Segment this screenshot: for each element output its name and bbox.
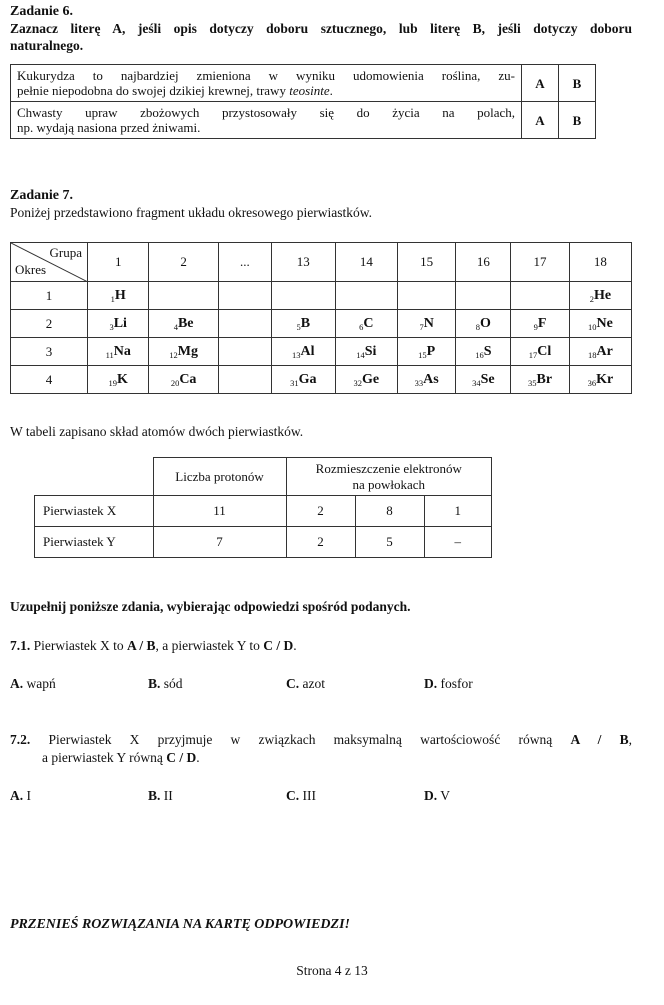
atomic-number: 17	[528, 350, 538, 360]
atomic-number: 16	[475, 350, 484, 360]
task6-row-line2-suffix: .	[329, 82, 333, 98]
atomic-number: 2	[589, 294, 594, 304]
period-row	[11, 310, 632, 338]
element-symbol: Be	[177, 316, 194, 331]
element-cell	[397, 366, 456, 394]
element-symbol: He	[593, 288, 612, 303]
element-cell	[456, 282, 511, 310]
element-cell	[397, 282, 456, 310]
protons-header: Liczba protonów	[153, 458, 286, 496]
element-symbol: As	[423, 372, 439, 387]
element-symbol: Kr	[596, 372, 614, 387]
atomic-number: 12	[169, 350, 178, 360]
page-number: Strona 4 z 13	[296, 963, 368, 978]
period-label: 1	[11, 282, 88, 310]
composition-row	[35, 527, 492, 558]
atomic-number: 13	[292, 350, 301, 360]
element-cell	[569, 310, 631, 338]
element-cell	[218, 366, 271, 394]
electrons-header	[286, 458, 492, 496]
question-7-2-line1	[10, 732, 632, 748]
task6-row	[11, 102, 596, 139]
task6-row-line1: Chwasty upraw zbożowych przystosowały się do życia na polach,	[17, 104, 515, 120]
task6-row-description	[11, 102, 522, 139]
task6-row-line2	[17, 120, 200, 135]
element-cell	[218, 282, 271, 310]
task6-row-line2	[17, 83, 333, 98]
option-text: I	[23, 788, 31, 803]
answer-option[interactable]	[148, 788, 173, 804]
group-header: 13	[271, 243, 335, 282]
task6-instruction-line1: Zaznacz literę A, jeśli opis dotyczy doboru sztucznego, lub literę B, jeśli dotyczy doboru	[10, 21, 632, 36]
element-cell	[335, 366, 397, 394]
element-symbol: Ge	[362, 372, 380, 387]
element-cell	[218, 310, 271, 338]
element-cell	[397, 310, 456, 338]
answer-option[interactable]	[424, 676, 473, 692]
option-letter: A.	[10, 676, 24, 691]
element-cell	[149, 282, 218, 310]
question-text: .	[293, 638, 297, 653]
question-number: 7.1.	[10, 638, 31, 653]
element-cell	[271, 310, 335, 338]
atomic-number: 20	[170, 378, 180, 388]
question-text: , a pierwiastek Y to	[155, 638, 264, 653]
atomic-number: 18	[587, 350, 597, 360]
element-symbol: Ar	[596, 344, 613, 359]
atomic-number: 9	[533, 322, 538, 332]
atomic-number: 11	[105, 350, 114, 360]
option-text: II	[160, 788, 173, 803]
element-cell	[511, 338, 570, 366]
element-cell	[88, 338, 149, 366]
atomic-number: 19	[108, 378, 118, 388]
element-cell	[88, 282, 149, 310]
shell-electrons: 5	[355, 527, 424, 558]
task6-option-a[interactable]: A	[522, 102, 559, 139]
atomic-number: 3	[109, 322, 114, 332]
period-header-label: Okres	[15, 262, 47, 277]
element-symbol: B	[300, 316, 311, 331]
atomic-number: 10	[587, 322, 597, 332]
group-header: 17	[511, 243, 570, 282]
element-cell	[218, 338, 271, 366]
option-text: sód	[160, 676, 183, 691]
element-symbol: P	[426, 344, 436, 359]
periodic-table-corner	[11, 243, 88, 282]
question-text: ,	[628, 732, 632, 747]
task6-row	[11, 65, 596, 102]
question-number: 7.2.	[10, 732, 31, 747]
question-7-2-line2	[42, 750, 200, 766]
question-text: Pierwiastek X przyjmuje w związkach maksymalną wartościowość równą	[30, 732, 571, 747]
element-cell	[511, 282, 570, 310]
task6-row-line2-text: np. wydają nasiona przed żniwami.	[17, 119, 201, 135]
element-symbol: Br	[536, 372, 553, 387]
element-cell	[456, 338, 511, 366]
element-cell	[397, 338, 456, 366]
atomic-number: 33	[414, 378, 424, 388]
answer-option[interactable]	[148, 676, 183, 692]
element-label: Pierwiastek X	[35, 496, 154, 527]
element-cell	[271, 366, 335, 394]
element-cell	[88, 310, 149, 338]
element-cell	[149, 338, 218, 366]
element-symbol: Se	[480, 372, 495, 387]
option-text: wapń	[23, 676, 56, 691]
option-text: fosfor	[437, 676, 473, 691]
element-symbol: Cl	[537, 344, 552, 359]
atomic-number: 8	[475, 322, 481, 332]
element-symbol: Ca	[179, 372, 197, 387]
period-row	[11, 282, 632, 310]
periodic-table	[10, 242, 632, 394]
proton-count: 11	[153, 496, 286, 527]
group-header: 18	[569, 243, 631, 282]
element-symbol: Mg	[177, 344, 198, 359]
composition-table	[34, 457, 492, 558]
transfer-note: PRZENIEŚ ROZWIĄZANIA NA KARTĘ ODPOWIEDZI!	[10, 917, 350, 932]
element-symbol: N	[423, 316, 434, 331]
atomic-number: 7	[419, 322, 424, 332]
atomic-number: 32	[353, 378, 363, 388]
group-header: 16	[456, 243, 511, 282]
atomic-number: 14	[356, 350, 365, 360]
option-text: III	[299, 788, 316, 803]
shell-electrons: 1	[424, 496, 492, 527]
question-text: .	[196, 750, 200, 765]
option-text: V	[437, 788, 451, 803]
task6-row-line2-italic: teosinte	[289, 82, 330, 98]
element-symbol: K	[117, 372, 128, 387]
answer-option[interactable]	[286, 788, 316, 804]
choice-cd[interactable]: C / D	[166, 750, 197, 765]
element-cell	[569, 282, 631, 310]
element-symbol: C	[363, 316, 374, 331]
atomic-number: 4	[173, 322, 178, 332]
option-letter: B.	[148, 676, 161, 691]
shell-electrons: 8	[355, 496, 424, 527]
element-label: Pierwiastek Y	[35, 527, 154, 558]
group-header: 1	[88, 243, 149, 282]
periodic-table-header-row	[11, 243, 632, 282]
task6-table	[10, 64, 596, 139]
composition-empty-corner	[35, 458, 154, 496]
atomic-number: 36	[587, 378, 597, 388]
atomic-number: 31	[290, 378, 299, 388]
element-symbol: F	[537, 316, 547, 331]
element-cell	[88, 366, 149, 394]
task7-title: Zadanie 7.	[10, 188, 74, 203]
element-cell	[456, 366, 511, 394]
period-row	[11, 338, 632, 366]
question-text: a pierwiastek Y równą	[42, 750, 167, 765]
group-header: 15	[397, 243, 456, 282]
answer-option[interactable]	[10, 676, 56, 692]
choice-cd[interactable]: C / D	[263, 638, 294, 653]
composition-row	[35, 496, 492, 527]
element-symbol: S	[483, 344, 492, 359]
task7-instruction: Uzupełnij poniższe zdania, wybierając odpowiedzi spośród podanych.	[10, 599, 411, 614]
element-cell	[271, 338, 335, 366]
element-symbol: Al	[300, 344, 315, 359]
atomic-number: 15	[418, 350, 427, 360]
period-label: 3	[11, 338, 88, 366]
atomic-number: 34	[472, 378, 481, 388]
electrons-header-line2: na powłokach	[352, 476, 426, 492]
answer-option[interactable]	[286, 676, 325, 692]
element-cell	[271, 282, 335, 310]
atomic-number: 1	[110, 294, 115, 304]
group-header: 14	[335, 243, 397, 282]
group-header: 2	[149, 243, 218, 282]
answer-option[interactable]	[424, 788, 450, 804]
shell-electrons: 2	[286, 527, 355, 558]
task6-option-a[interactable]: A	[522, 65, 559, 102]
task6-row-line1: Kukurydza to najbardziej zmieniona w wyniku udomowienia roślina, zu-	[17, 67, 515, 83]
atomic-number: 35	[528, 378, 537, 388]
electrons-header-line1: Rozmieszczenie elektronów	[315, 460, 462, 476]
element-symbol: H	[114, 288, 126, 303]
composition-intro: W tabeli zapisano skład atomów dwóch pierwiastków.	[10, 424, 304, 439]
element-cell	[511, 366, 570, 394]
element-symbol: Na	[113, 344, 131, 359]
task6-option-b[interactable]: B	[559, 102, 596, 139]
period-row	[11, 366, 632, 394]
composition-header-row	[35, 458, 492, 496]
question-text: Pierwiastek X to	[30, 638, 127, 653]
task6-option-b[interactable]: B	[559, 65, 596, 102]
element-symbol: Ne	[596, 316, 613, 331]
answer-option[interactable]	[10, 788, 31, 804]
option-letter: A.	[10, 788, 24, 803]
shell-electrons: –	[424, 527, 492, 558]
element-cell	[511, 310, 570, 338]
period-label: 4	[11, 366, 88, 394]
group-header: ...	[218, 243, 271, 282]
element-cell	[335, 338, 397, 366]
element-cell	[149, 366, 218, 394]
shell-electrons: 2	[286, 496, 355, 527]
option-letter: C.	[286, 788, 300, 803]
atomic-number: 5	[296, 322, 301, 332]
atomic-number: 6	[359, 322, 364, 332]
element-cell	[335, 310, 397, 338]
element-symbol: O	[480, 316, 491, 331]
period-label: 2	[11, 310, 88, 338]
element-symbol: Ga	[298, 372, 317, 387]
task6-title: Zadanie 6.	[10, 4, 74, 19]
element-cell	[335, 282, 397, 310]
element-cell	[569, 338, 631, 366]
option-letter: B.	[148, 788, 161, 803]
task6-instruction-line2: naturalnego.	[10, 38, 84, 53]
element-cell	[569, 366, 631, 394]
group-header-label: Grupa	[49, 245, 82, 260]
element-cell	[456, 310, 511, 338]
option-text: azot	[299, 676, 325, 691]
task7-intro: Poniżej przedstawiono fragment układu okresowego pierwiastków.	[10, 205, 373, 220]
task6-row-line2-text: pełnie niepodobna do swojej dzikiej krewnej, trawy	[17, 82, 290, 98]
proton-count: 7	[153, 527, 286, 558]
option-letter: D.	[424, 788, 438, 803]
task6-row-description	[11, 65, 522, 102]
element-symbol: Si	[364, 344, 377, 359]
choice-ab[interactable]: A / B	[570, 732, 629, 747]
question-7-1	[10, 638, 297, 654]
option-letter: C.	[286, 676, 300, 691]
element-symbol: Li	[113, 316, 127, 331]
option-letter: D.	[424, 676, 438, 691]
choice-ab[interactable]: A / B	[127, 638, 156, 653]
element-cell	[149, 310, 218, 338]
